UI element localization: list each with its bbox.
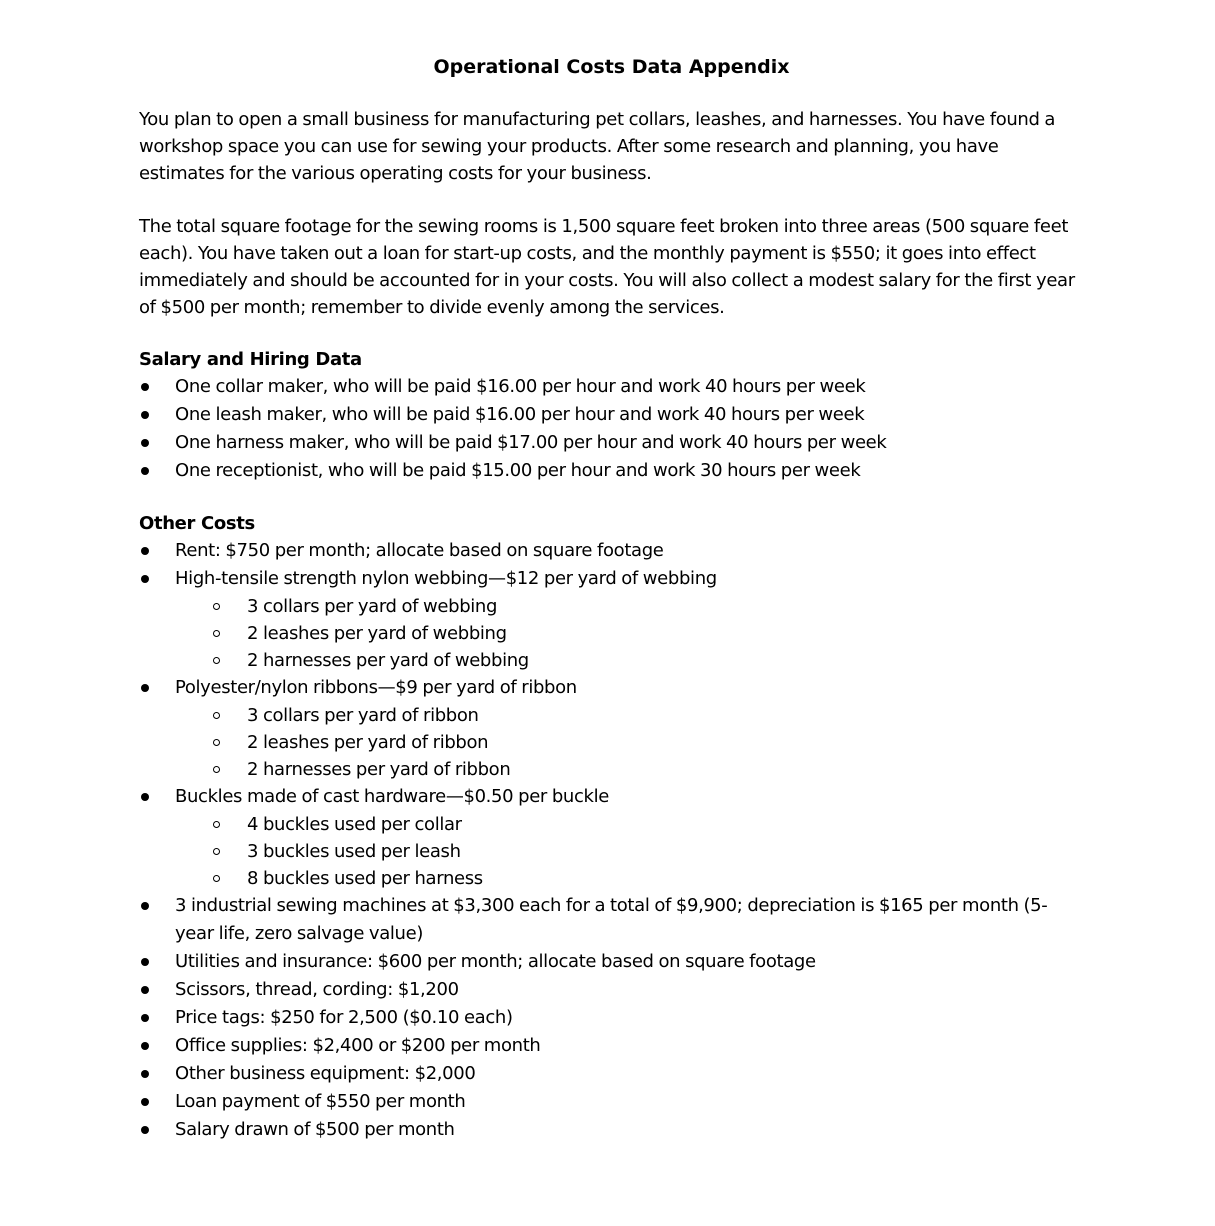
- hollow-bullet-icon: [213, 821, 220, 828]
- intro-paragraph-1: You plan to open a small business for manufacturing pet collars, leashes, and harnesses. You have found a workshop space you can use for sewing your products. After some research and planning, you have estimates for the various operating costs for your business.: [139, 109, 1056, 184]
- salary-list-item: One leash maker, who will be paid $16.00 per hour and work 40 hours per week: [139, 401, 1084, 429]
- salary-list-item: One harness maker, who will be paid $17.00 per hour and work 40 hours per week: [139, 429, 1084, 457]
- bullet-icon: [141, 411, 149, 419]
- hollow-bullet-icon: [213, 848, 220, 855]
- bullet-icon: [141, 902, 149, 910]
- cost-list-item: Rent: $750 per month; allocate based on square footage: [139, 537, 1084, 565]
- cost-list-item: Loan payment of $550 per month: [139, 1088, 1084, 1116]
- cost-list-item: Polyester/nylon ribbons—$9 per yard of ribbon 3 collars per yard of ribbon 2 leashes per yard of ribbon 2 harnesses per yard of ribbon: [139, 674, 1084, 783]
- bullet-icon: [141, 1126, 149, 1134]
- bullet-icon: [141, 467, 149, 475]
- hollow-bullet-icon: [213, 739, 220, 746]
- hollow-bullet-icon: [213, 603, 220, 610]
- cost-sublist: [175, 702, 1084, 783]
- bullet-icon: [141, 383, 149, 391]
- hollow-bullet-icon: [213, 657, 220, 664]
- hollow-bullet-icon: [213, 875, 220, 882]
- cost-list-item: Price tags: $250 for 2,500 ($0.10 each): [139, 1004, 1084, 1032]
- bullet-icon: [141, 1042, 149, 1050]
- document-page: [139, 52, 1084, 1170]
- cost-list-item: High-tensile strength nylon webbing—$12 per yard of webbing 3 collars per yard of webbing 2 leashes per yard of webbing 2 harnesses per yard of webbing: [139, 565, 1084, 674]
- salary-list-item: One receptionist, who will be paid $15.00 per hour and work 30 hours per week: [139, 457, 1084, 485]
- other-costs-list: [139, 537, 1084, 1144]
- cost-subitem: 2 leashes per yard of ribbon: [139, 729, 1084, 756]
- bullet-icon: [141, 986, 149, 994]
- cost-list-item: Scissors, thread, cording: $1,200: [139, 976, 1084, 1004]
- cost-list-item: Office supplies: $2,400 or $200 per month: [139, 1032, 1084, 1060]
- cost-list-item: Other business equipment: $2,000: [139, 1060, 1084, 1088]
- salary-list: [139, 373, 1084, 485]
- cost-sublist: [175, 811, 1084, 892]
- bullet-icon: [141, 439, 149, 447]
- bullet-icon: [141, 547, 149, 555]
- cost-subitem: 8 buckles used per harness: [139, 865, 1084, 892]
- bullet-icon: [141, 575, 149, 583]
- cost-subitem: 3 buckles used per leash: [139, 838, 1084, 865]
- cost-subitem: 4 buckles used per collar: [139, 811, 1084, 838]
- cost-subitem: 3 collars per yard of webbing: [139, 593, 1084, 620]
- cost-list-item: Salary drawn of $500 per month: [139, 1116, 1084, 1144]
- salary-list-item: One collar maker, who will be paid $16.00 per hour and work 40 hours per week: [139, 373, 1084, 401]
- cost-subitem: 3 collars per yard of ribbon: [139, 702, 1084, 729]
- bullet-icon: [141, 958, 149, 966]
- salary-section-heading: Salary and Hiring Data: [139, 349, 362, 370]
- bullet-icon: [141, 1014, 149, 1022]
- hollow-bullet-icon: [213, 766, 220, 773]
- bullet-icon: [141, 1098, 149, 1106]
- cost-list-item: Utilities and insurance: $600 per month; allocate based on square footage: [139, 948, 1084, 976]
- hollow-bullet-icon: [213, 712, 220, 719]
- document-title: Operational Costs Data Appendix: [433, 56, 790, 78]
- other-costs-section-heading: Other Costs: [139, 513, 255, 534]
- bullet-icon: [141, 1070, 149, 1078]
- intro-paragraph-2: The total square footage for the sewing rooms is 1,500 square feet broken into three areas (500 square feet each). You have taken out a loan for start-up costs, and the monthly payment is $550; it goes into effect immediately and should be accounted for in your costs. You will also collect a modest salary for the first year of $500 per month; remember to divide evenly among the services.: [139, 216, 1075, 318]
- hollow-bullet-icon: [213, 630, 220, 637]
- cost-list-item: Buckles made of cast hardware—$0.50 per buckle 4 buckles used per collar 3 buckles used per leash 8 buckles used per harness: [139, 783, 1084, 892]
- cost-subitem: 2 harnesses per yard of webbing: [139, 647, 1084, 674]
- bullet-icon: [141, 793, 149, 801]
- bullet-icon: [141, 684, 149, 692]
- cost-subitem: 2 leashes per yard of webbing: [139, 620, 1084, 647]
- cost-sublist: [175, 593, 1084, 674]
- cost-subitem: 2 harnesses per yard of ribbon: [139, 756, 1084, 783]
- cost-list-item: 3 industrial sewing machines at $3,300 each for a total of $9,900; depreciation is $165 per month (5-year life, zero salvage value): [139, 892, 1084, 948]
